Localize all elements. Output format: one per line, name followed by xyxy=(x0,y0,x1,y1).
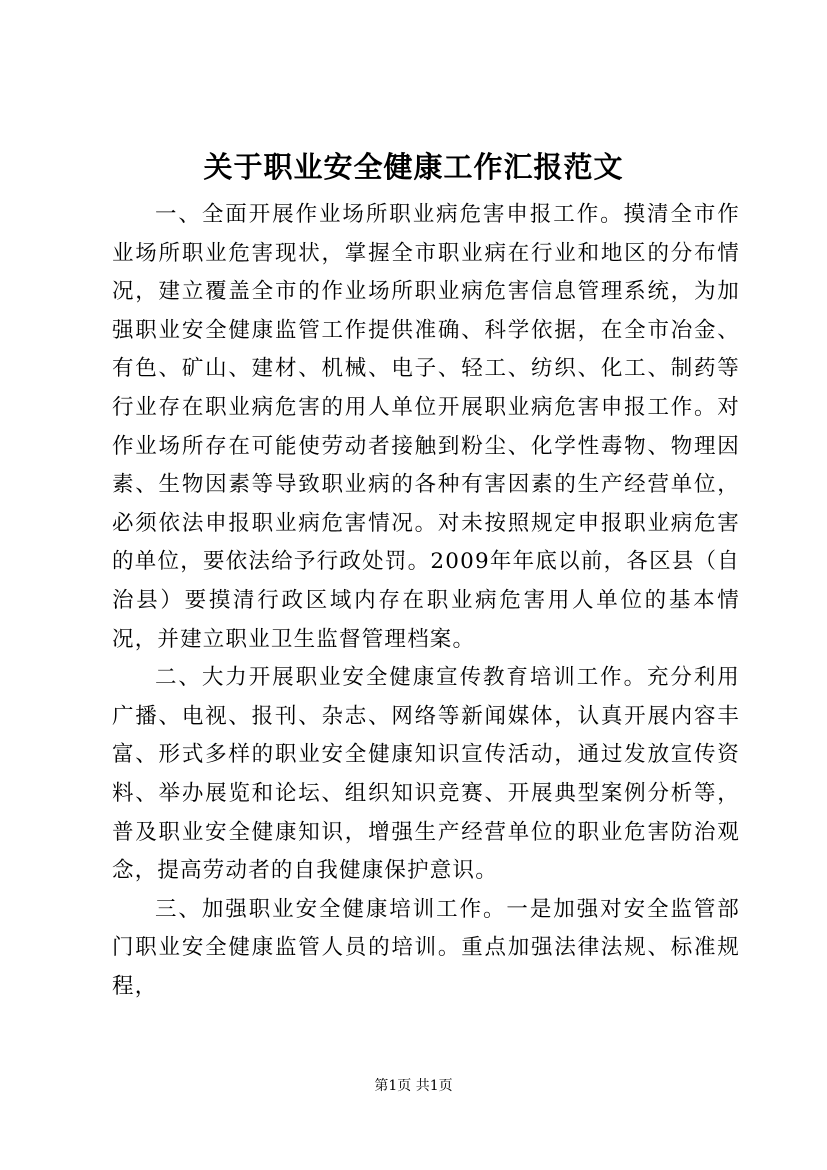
document-title: 关于职业安全健康工作汇报范文 xyxy=(203,150,624,184)
paragraph-2: 二、大力开展职业安全健康宣传教育培训工作。充分利用广播、电视、报刊、杂志、网络等新闻媒体，认真开展内容丰富、形式多样的职业安全健康知识宣传活动，通过发放宣传资料、举办展览和论坛、组织知识竞赛、开展典型案例分析等，普及职业安全健康知识，增强生产经营单位的职业危害防治观念，提高劳动者的自我健康保护意识。 xyxy=(112,665,740,884)
paragraph-1: 一、全面开展作业场所职业病危害申报工作。摸清全市作业场所职业危害现状，掌握全市职业病在行业和地区的分布情况，建立覆盖全市的作业场所职业病危害信息管理系统，为加强职业安全健康监管工作提供准确、科学依据，在全市冶金、有色、矿山、建材、机械、电子、轻工、纺织、化工、制药等行业存在职业病危害的用人单位开展职业病危害申报工作。对作业场所存在可能使劳动者接触到粉尘、化学性毒物、物理因素、生物因素等导致职业病的各种有害因素的生产经营单位，必须依法申报职业病危害情况。对未按照规定申报职业病危害的单位，要依法给予行政处罚。2009年年底以前，各区县（自治县）要摸清行政区域内存在职业病危害用人单位的基本情况，并建立职业卫生监督管理档案。 xyxy=(112,202,740,652)
page-footer: 第1页 共1页 xyxy=(374,1078,453,1094)
paragraph-3: 三、加强职业安全健康培训工作。一是加强对安全监管部门职业安全健康监管人员的培训。重点加强法律法规、标准规程， xyxy=(112,896,740,999)
document-body xyxy=(112,196,740,1006)
